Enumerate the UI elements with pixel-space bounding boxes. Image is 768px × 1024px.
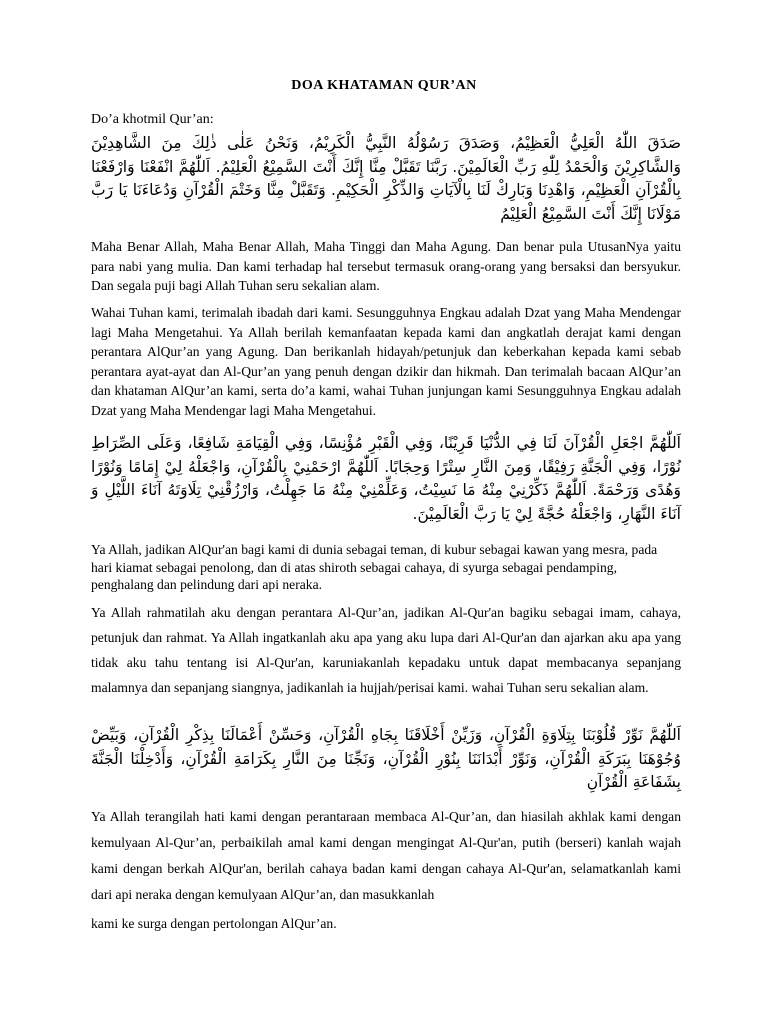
arabic-prayer-2: اَللّٰهُمَّ اجْعَلِ الْقُرْآنَ لَنَا فِي الدُّنْيَا قَرِيْنًا، وَفِي الْقَبْرِ مُؤْنِسًا، وَفِي الْقِيَامَةِ شَافِعًا، وَعَلَى الصِّرَاطِ نُوْرًا، وَفِي الْجَنَّةِ رَفِيْقًا، وَمِنَ النَّارِ سِتْرًا وَحِجَابًا. اَللّٰهُمَّ ارْحَمْنِيْ بِالْقُرْآنِ، وَاجْعَلْهُ لِيْ إِمَامًا وَنُوْرًا وَهُدًى وَرَحْمَةً. اَللّٰهُمَّ ذَكِّرْنِيْ مِنْهُ مَا نَسِيْتُ، وَعَلِّمْنِيْ مِنْهُ مَا جَهِلْتُ، وَارْزُقْنِيْ تِلَاوَتَهُ آنَاءَ اللَّيْلِ وَ آنَاءَ النَّهَارِ، وَاجْعَلْهُ حُجَّةً لِيْ يَا رَبَّ الْعَالَمِيْنَ.	[91, 434, 681, 523]
translation-paragraph-3: Ya Allah, jadikan AlQur'an bagi kami di dunia sebagai teman, di kubur sebagai kawan yang mesra, pada hari kiamat sebagai penolong, dan di atas shiroth sebagai cahaya, di syurga sebagai pendamping, penghalang dan pelindung dari api neraka.	[91, 542, 658, 592]
translation-paragraph-6: kami ke surga dengan pertolongan AlQur’an.	[91, 916, 337, 931]
arabic-prayer-1: صَدَقَ اللّٰهُ الْعَلِيُّ الْعَظِيْمُ، وَصَدَقَ رَسُوْلُهُ النَّبِيُّ الْكَرِيْمُ، وَنَحْنُ عَلٰى ذٰلِكَ مِنَ الشَّاهِدِيْنَ وَالشَّاكِرِيْنَ وَالْحَمْدُ لِلّٰهِ رَبِّ الْعَالَمِيْنَ. رَبَّنَا تَقَبَّلْ مِنَّا إِنَّكَ أَنْتَ السَّمِيْعُ الْعَلِيْمُ. اَللّٰهُمَّ انْفَعْنَا وَارْفَعْنَا بِالْقُرْآنِ الْعَظِيْمِ، وَاهْدِنَا وَبَارِكْ لَنَا بِالْآيَاتِ وَالذِّكْرِ الْحَكِيْمِ. وَتَقَبَّلْ مِنَّا وَخَتْمَ الْقُرْآنِ وَدُعَاءَنَا يَا رَبَّ مَوْلَانَا إِنَّكَ أَنْتَ السَّمِيْعُ الْعَلِيْمُ	[91, 134, 681, 223]
translation-paragraph-1: Maha Benar Allah, Maha Benar Allah, Maha Tinggi dan Maha Agung. Dan benar pula UtusanNya yaitu para nabi yang mulia. Dan kami terhadap hal tersebut termasuk orang-orang yang bersaksi dan bersyukur. Dan segala puji bagi Allah Tuhan seru sekalian alam.	[91, 239, 681, 293]
translation-paragraph-4: Ya Allah rahmatilah aku dengan perantara Al-Qur’an, jadikan Al-Qur'an bagiku sebagai imam, cahaya, petunjuk dan rahmat. Ya Allah ingatkanlah aku apa yang aku lupa dari Al-Qur'an dan ajarkan aku apa yang tidak aku tahu tentang isi Al-Qur'an, karuniakanlah kepadaku untuk dapat membacanya sepanjang malamnya dan sepanjang siangnya, jadikanlah ia hujjah/perisai kami. wahai Tuhan seru sekalian alam.	[91, 605, 681, 695]
arabic-prayer-3: اَللّٰهُمَّ نَوِّرْ قُلُوْبَنَا بِتِلَاوَةِ الْقُرْآنِ، وَزَيِّنْ أَخْلَاقَنَا بِجَاهِ الْقُرْآنِ، وَحَسِّنْ أَعْمَالَنَا بِذِكْرِ الْقُرْآنِ، وَبَيِّضْ وُجُوْهَنَا بِبَرَكَةِ الْقُرْآنِ، وَنَوِّرْ أَبْدَانَنَا بِنُوْرِ الْقُرْآنِ، وَنَجِّنَا مِنَ النَّارِ بِكَرَامَةِ الْقُرْآنِ، وَأَدْخِلْنَا الْجَنَّةَ بِشَفَاعَةِ الْقُرْآنِ	[91, 726, 681, 791]
translation-paragraph-5: Ya Allah terangilah hati kami dengan perantaraan membaca Al-Qur’an, dan hiasilah akhlak kami dengan kemulyaan Al-Qur’an, perbaikilah amal kami dengan mengingat Al-Qur'an, putih (berseri) kanlah wajah kami dengan berkah AlQur'an, berilah cahaya badan kami dengan cahaya Al-Qur'an, selamatkanlah kami dari api neraka dengan kemulyaan AlQur’an, dan masukkanlah	[91, 809, 681, 902]
translation-paragraph-2: Wahai Tuhan kami, terimalah ibadah dari kami. Sesungguhnya Engkau adalah Dzat yang Maha Mendengar lagi Maha Mengetahui. Ya Allah berilah kemanfaatan kepada kami dan angkatlah derajat kami dengan perantara AlQur’an yang Agung. Dan berikanlah hidayah/petunjuk dan keberkahan kepada kami sebab perantara ayat-ayat dan Al-Qur’an yang penuh dengan dzikir dan hikmah. Dan terimalah bacaan AlQur’an dan khataman AlQur’an kami, serta do’a kami, wahai Tuhan junjungan kami Sesungguhnya Engkau adalah Dzat yang Maha Mendengar lagi Maha Mengetahui.	[91, 305, 681, 418]
document-subtitle: Do’a khotmil Qur’an:	[91, 112, 214, 127]
document-title: DOA KHATAMAN QUR’AN	[291, 78, 477, 93]
